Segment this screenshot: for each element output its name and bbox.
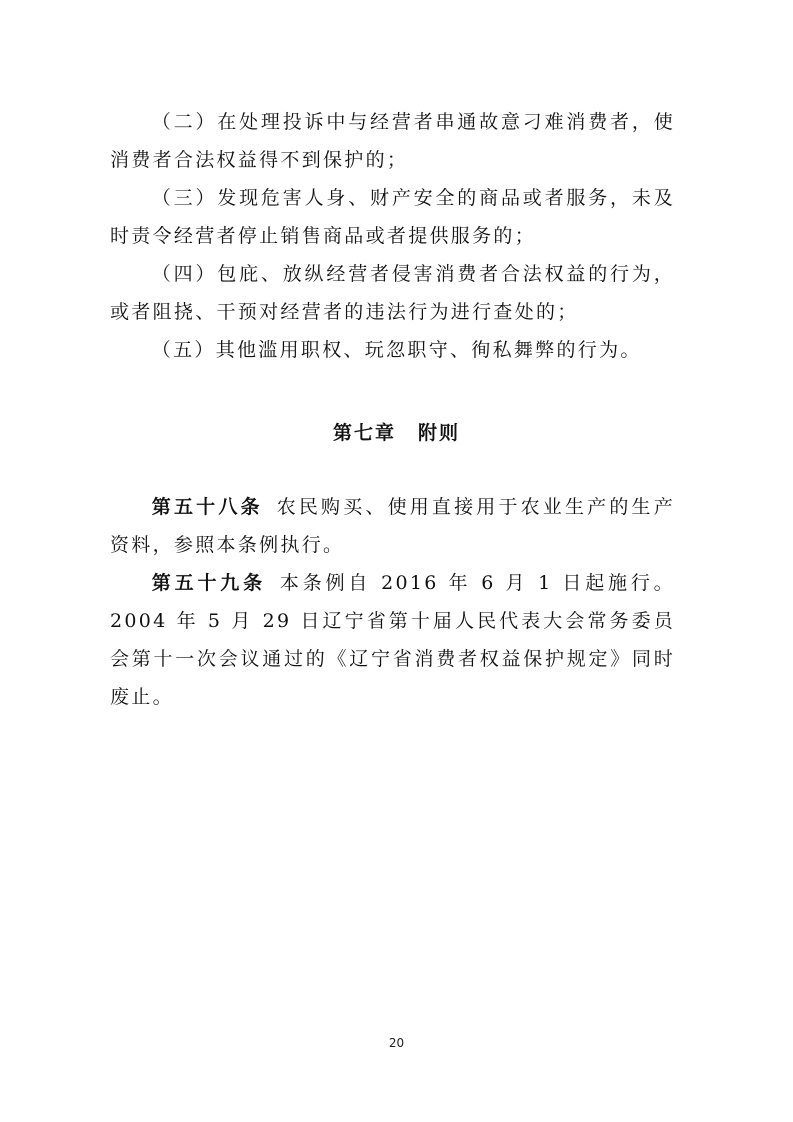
article-label: 第五十八条 bbox=[151, 496, 263, 518]
list-item: （三）发现危害人身、财产安全的商品或者服务，未及时责令经营者停止销售商品或者提供服务的； bbox=[110, 187, 675, 247]
list-item: （四）包庇、放纵经营者侵害消费者合法权益的行为，或者阻挠、干预对经营者的违法行为进行查处的； bbox=[110, 263, 675, 323]
article-label: 第五十九条 bbox=[151, 572, 266, 594]
article-text: 农民购买、使用直接用于农业生产的生产资料，参照本条例执行。 bbox=[110, 496, 675, 556]
penalty-items-list bbox=[110, 103, 675, 369]
article-59 bbox=[110, 564, 675, 716]
page-number: 20 bbox=[388, 1036, 405, 1050]
articles-section bbox=[110, 488, 675, 716]
article-text: 本条例自 2016 年 6 月 1 日起施行。2004 年 5 月 29 日辽宁省第十届人民代表大会常务委员会第十一次会议通过的《辽宁省消费者权益保护规定》同时废止。 bbox=[110, 572, 675, 708]
chapter-number: 第七章 bbox=[332, 422, 396, 444]
list-item: （五）其他滥用职权、玩忽职守、徇私舞弊的行为。 bbox=[151, 339, 642, 361]
article-58 bbox=[110, 488, 675, 564]
list-item: （二）在处理投诉中与经营者串通故意刁难消费者，使消费者合法权益得不到保护的； bbox=[110, 111, 675, 171]
chapter-name: 附则 bbox=[418, 422, 461, 444]
chapter-heading bbox=[0, 414, 793, 452]
